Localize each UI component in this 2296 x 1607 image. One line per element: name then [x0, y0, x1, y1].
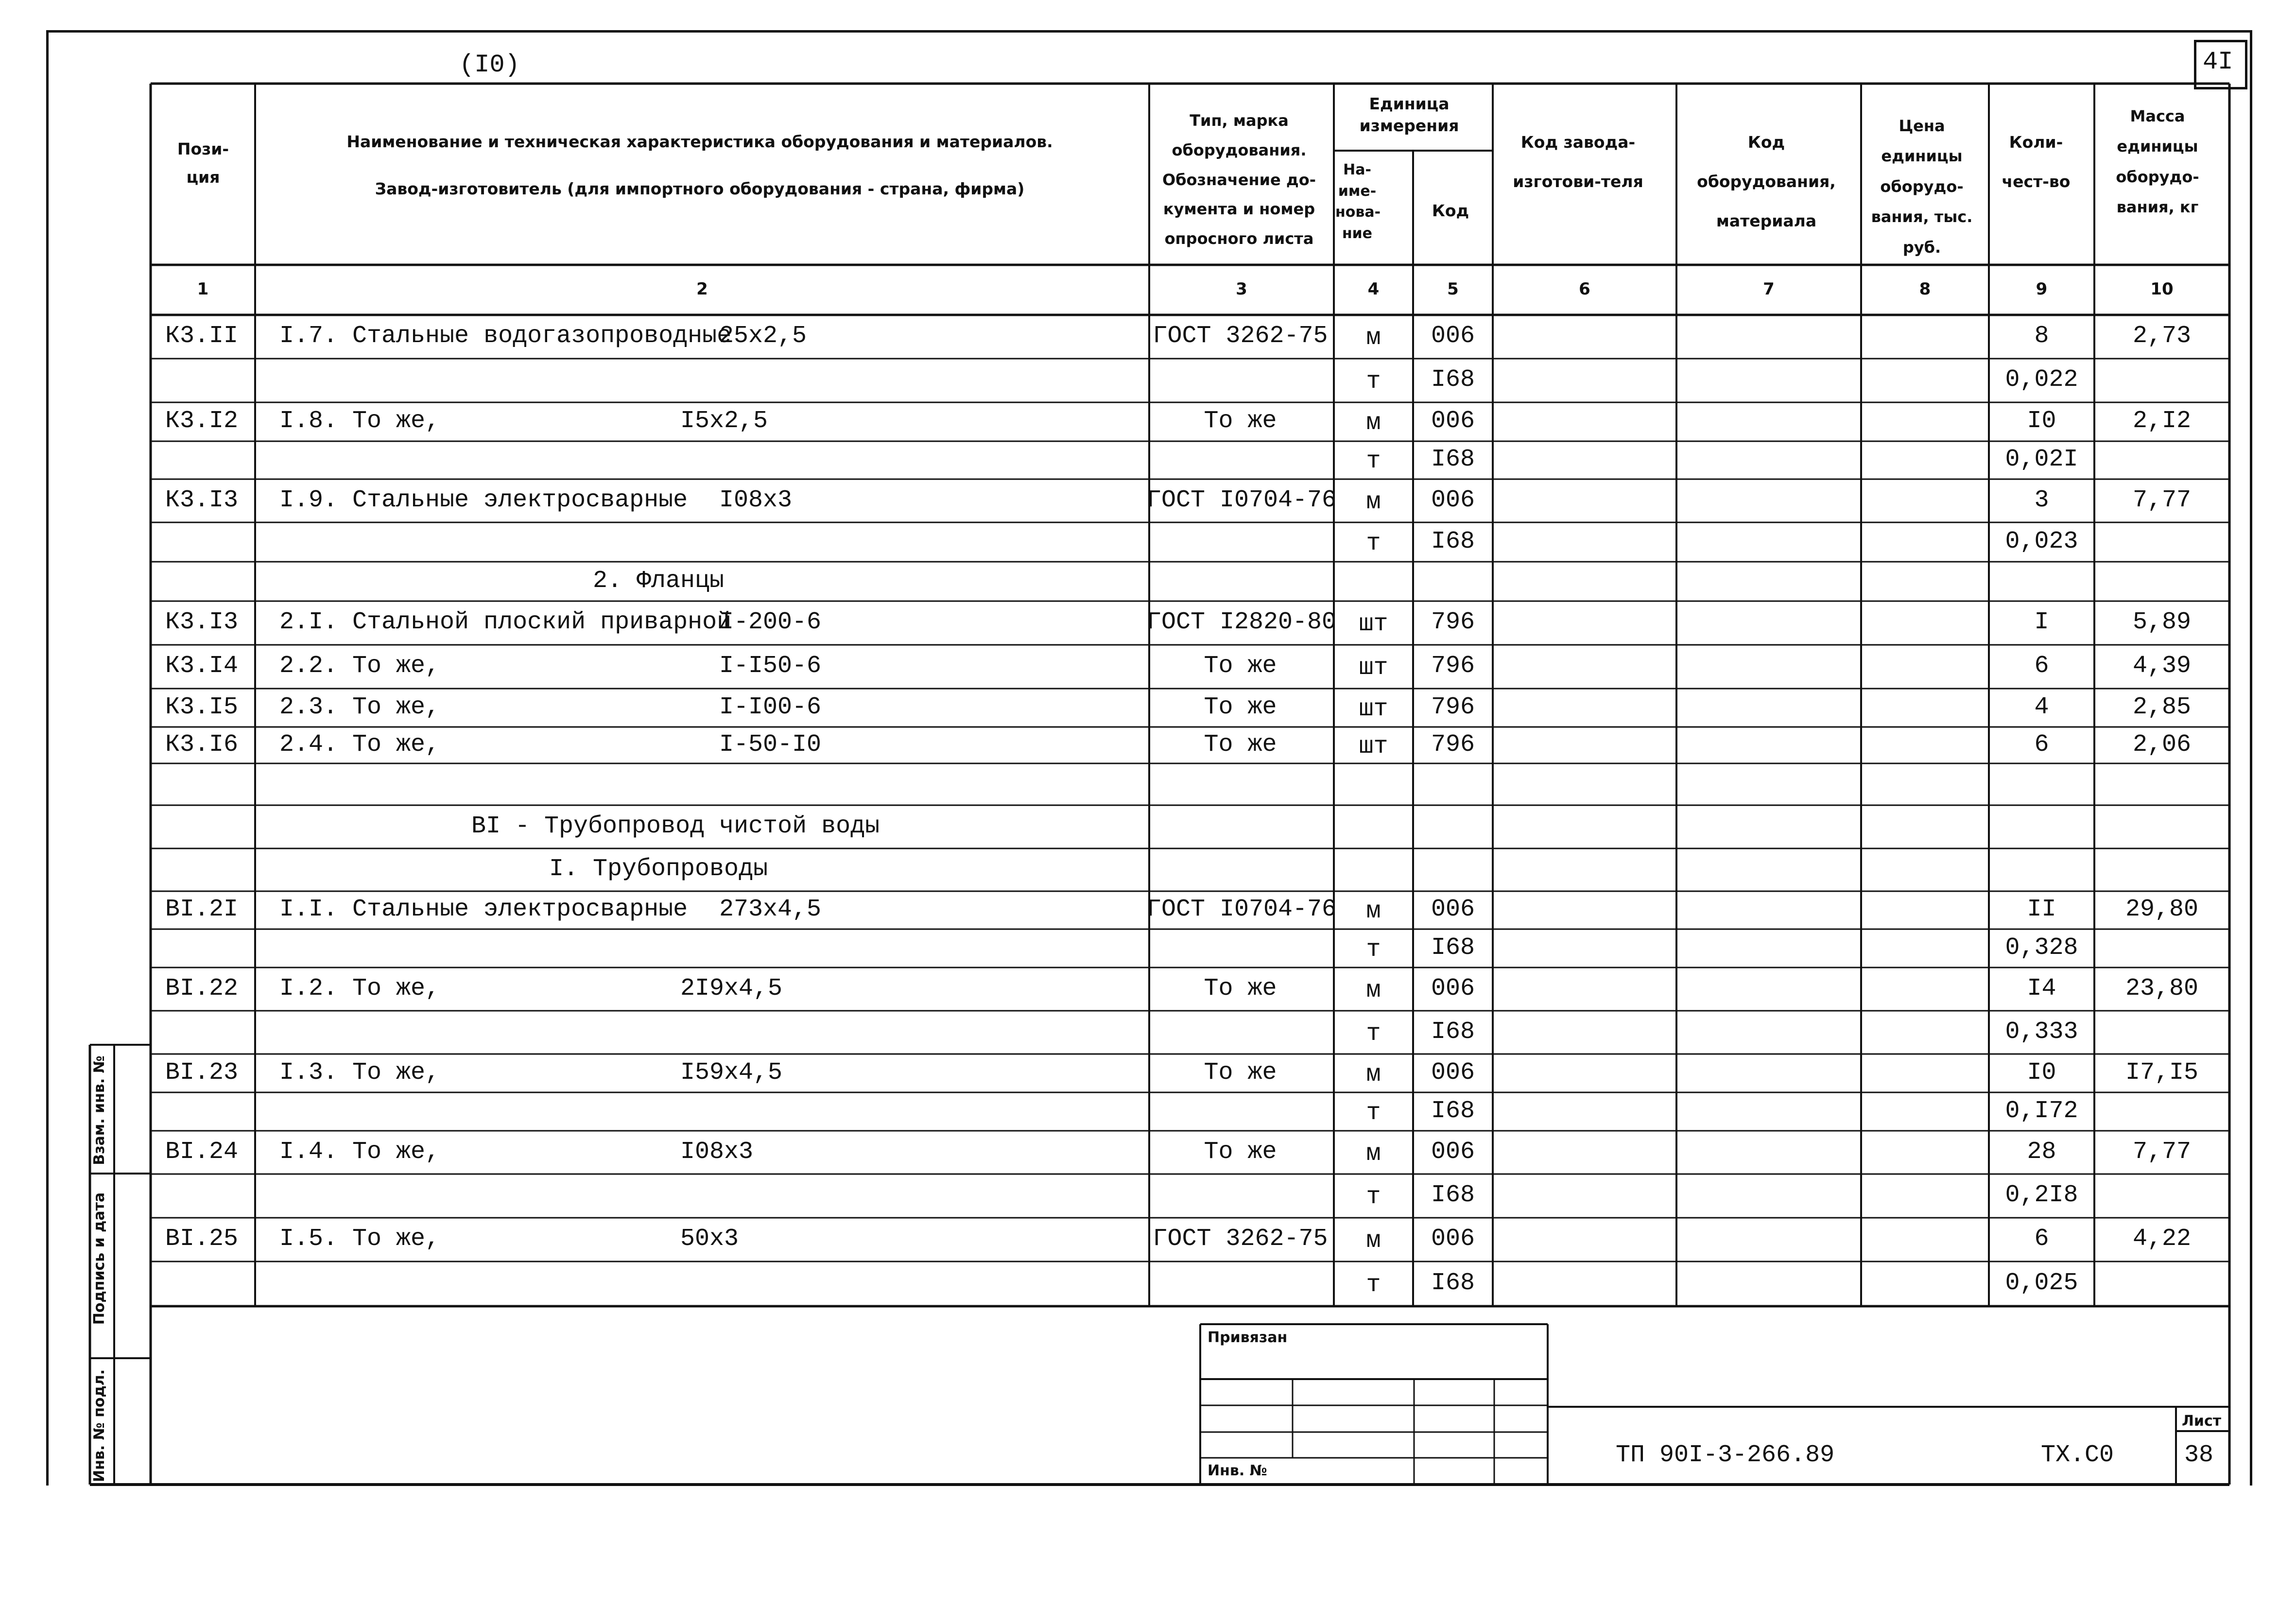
cell-quantity: I0 [2027, 1059, 2056, 1087]
cell-mass: 2,06 [2132, 731, 2192, 759]
cell-quantity: 6 [2034, 731, 2049, 759]
cell-unit: м [1366, 488, 1381, 516]
cell-unit: т [1366, 448, 1381, 475]
cell-position: BI.24 [165, 1138, 239, 1166]
cell-doc: То же [1204, 693, 1277, 721]
cell-unit: м [1366, 1061, 1381, 1089]
title-doc-code: ТП 90I-3-266.89 [1616, 1441, 1835, 1469]
cell-mass: 4,22 [2132, 1225, 2192, 1253]
cell-unit: м [1366, 409, 1381, 437]
column-number: 3 [1236, 279, 1247, 299]
cell-position: К3.I3 [165, 608, 239, 636]
cell-doc: ГОСТ 3262-75 [1153, 322, 1328, 350]
cell-size: 2I9x4,5 [680, 975, 783, 1002]
cell-doc: То же [1204, 975, 1277, 1002]
sheet-corner-number: 4I [2203, 48, 2233, 76]
header-equipment-code: Код оборудования, материала [1697, 133, 1836, 230]
cell-quantity: 0,022 [2005, 366, 2078, 394]
cell-quantity: 3 [2034, 486, 2049, 514]
cell-unit-code: 796 [1431, 731, 1475, 759]
title-doc-mark: ТХ.С0 [2041, 1441, 2114, 1469]
cell-name: 2.2. То же, [279, 652, 440, 680]
cell-quantity: 8 [2034, 322, 2049, 350]
cell-doc: ГОСТ I2820-80 [1147, 608, 1337, 636]
cell-unit: шт [1359, 610, 1388, 638]
cell-quantity: I4 [2027, 975, 2056, 1002]
cell-position: К3.I6 [165, 731, 239, 759]
cell-name: I.5. То же, [279, 1225, 440, 1253]
cell-position: К3.I3 [165, 486, 239, 514]
cell-section-title: I. Трубопроводы [549, 855, 768, 883]
title-sheet-label: Лист [2182, 1413, 2222, 1430]
cell-unit-code: I68 [1431, 446, 1475, 473]
cell-quantity: 0,333 [2005, 1018, 2078, 1046]
cell-mass: 2,85 [2132, 693, 2192, 721]
cell-quantity: II [2027, 896, 2056, 923]
side-stamp [90, 1045, 153, 1485]
cell-name: I.4. То же, [279, 1138, 440, 1166]
cell-mass: 7,77 [2132, 1138, 2192, 1166]
cell-size: I08x3 [680, 1138, 754, 1166]
title-inv-no: Инв. № [1208, 1462, 1267, 1479]
column-number: 9 [2036, 279, 2048, 299]
cell-quantity: 0,02I [2005, 446, 2078, 473]
cell-unit: т [1366, 1020, 1381, 1048]
cell-name: I.2. То же, [279, 975, 440, 1002]
side-label-vzam: Взам. инв. № [91, 1055, 108, 1165]
cell-unit: м [1366, 1140, 1381, 1168]
cell-name: I.I. Стальные электросварные [279, 896, 688, 923]
cell-unit-code: 006 [1431, 896, 1475, 923]
cell-unit: м [1366, 977, 1381, 1004]
cell-quantity: 0,328 [2005, 934, 2078, 962]
header-factory-code: Код завода-изготови-теля [1513, 133, 1643, 191]
cell-position: К3.I5 [165, 693, 239, 721]
cell-quantity: 0,2I8 [2005, 1181, 2078, 1209]
cell-mass: I7,I5 [2125, 1059, 2199, 1087]
cell-position: К3.I4 [165, 652, 239, 680]
cell-unit-code: I68 [1431, 1269, 1475, 1297]
cell-doc: ГОСТ I0704-76 [1147, 896, 1337, 923]
cell-quantity: 4 [2034, 693, 2049, 721]
cell-unit-code: I68 [1431, 528, 1475, 555]
cell-unit-code: 006 [1431, 322, 1475, 350]
cell-position: BI.25 [165, 1225, 239, 1253]
title-sheet-number: 38 [2184, 1441, 2214, 1469]
cell-size: I08x3 [719, 486, 793, 514]
cell-unit-code: I68 [1431, 1181, 1475, 1209]
cell-size: I-I50-6 [719, 652, 822, 680]
cell-unit-code: 006 [1431, 1225, 1475, 1253]
cell-name: I.9. Стальные электросварные [279, 486, 688, 514]
cell-position: К3.II [165, 322, 239, 350]
cell-mass: 29,80 [2125, 896, 2199, 923]
cell-name: 2.I. Стальной плоский приварной [279, 608, 732, 636]
cell-position: BI.23 [165, 1059, 239, 1087]
page-marker: (I0) [459, 51, 520, 79]
header-unit-code: Код [1432, 201, 1469, 220]
cell-mass: 4,39 [2132, 652, 2192, 680]
cell-unit-code: I68 [1431, 366, 1475, 394]
cell-size: I-200-6 [719, 608, 822, 636]
cell-doc: То же [1204, 407, 1277, 435]
cell-size: I59x4,5 [680, 1059, 783, 1087]
cell-position: BI.2I [165, 896, 239, 923]
cell-doc: ГОСТ 3262-75 [1153, 1225, 1328, 1253]
cell-unit-code: 006 [1431, 1138, 1475, 1166]
cell-position: К3.I2 [165, 407, 239, 435]
header-price: Цена единицы оборудо-вания, тыс. руб. [1871, 117, 1973, 257]
column-number: 5 [1447, 279, 1459, 299]
cell-quantity: 0,025 [2005, 1269, 2078, 1297]
column-number: 10 [2150, 279, 2174, 299]
cell-name: I.7. Стальные водогазопроводные [279, 322, 732, 350]
cell-mass: 23,80 [2125, 975, 2199, 1002]
cell-quantity: 6 [2034, 652, 2049, 680]
cell-name: I.8. То же, [279, 407, 440, 435]
cell-quantity: 0,I72 [2005, 1097, 2078, 1125]
column-number: 2 [696, 279, 708, 299]
cell-unit: м [1366, 1227, 1381, 1255]
side-label-podpis: Подпись и дата [91, 1192, 108, 1325]
cell-unit-code: 796 [1431, 652, 1475, 680]
cell-unit-code: 006 [1431, 407, 1475, 435]
header-quantity: Коли-чест-во [2002, 133, 2071, 191]
cell-unit-code: 796 [1431, 608, 1475, 636]
cell-section-title: 2. Фланцы [593, 567, 725, 595]
cell-section-title: BI - Трубопровод чистой воды [471, 812, 880, 840]
cell-doc: ГОСТ I0704-76 [1147, 486, 1337, 514]
cell-unit: т [1366, 1183, 1381, 1211]
column-number: 1 [197, 279, 209, 299]
cell-unit-code: 006 [1431, 975, 1475, 1002]
header-unit-group: Единица измерения [1359, 94, 1459, 135]
cell-unit-code: 006 [1431, 1059, 1475, 1087]
cell-doc: То же [1204, 731, 1277, 759]
header-position: Пози- ция [177, 139, 229, 187]
cell-quantity: 6 [2034, 1225, 2049, 1253]
column-number: 7 [1763, 279, 1775, 299]
header-name-line1: Наименование и техническая характеристика оборудования и материалов. [346, 132, 1053, 151]
cell-name: 2.3. То же, [279, 693, 440, 721]
header-name-line2: Завод-изготовитель (для импортного оборудования - страна, фирма) [375, 179, 1025, 198]
cell-mass: 2,73 [2132, 322, 2192, 350]
cell-size: 273x4,5 [719, 896, 822, 923]
cell-unit-code: I68 [1431, 934, 1475, 962]
header-unit-name: На-име-нова-ние [1335, 161, 1381, 242]
cell-mass: 5,89 [2132, 608, 2192, 636]
cell-unit: шт [1359, 695, 1388, 723]
cell-unit: т [1366, 936, 1381, 964]
cell-name: 2.4. То же, [279, 731, 440, 759]
cell-unit-code: I68 [1431, 1018, 1475, 1046]
cell-quantity: 0,023 [2005, 528, 2078, 555]
cell-unit: т [1366, 1271, 1381, 1299]
cell-doc: То же [1204, 652, 1277, 680]
cell-size: 50x3 [680, 1225, 739, 1253]
cell-unit: м [1366, 324, 1381, 352]
column-number: 6 [1579, 279, 1590, 299]
cell-unit: шт [1359, 654, 1388, 682]
cell-size: I-I00-6 [719, 693, 822, 721]
cell-mass: 7,77 [2132, 486, 2192, 514]
cell-unit-code: 006 [1431, 486, 1475, 514]
side-label-inv-podl: Инв. № подл. [91, 1369, 108, 1482]
cell-unit-code: 796 [1431, 693, 1475, 721]
cell-name: I.3. То же, [279, 1059, 440, 1087]
column-number: 4 [1367, 279, 1380, 299]
cell-unit: м [1366, 898, 1381, 925]
cell-size: I-50-I0 [719, 731, 822, 759]
cell-position: BI.22 [165, 975, 239, 1002]
header-mass: Масса единицы оборудо-вания, кг [2116, 107, 2199, 217]
column-number: 8 [1919, 279, 1931, 299]
cell-unit: т [1366, 530, 1381, 557]
cell-unit: т [1366, 368, 1381, 396]
header-type: Тип, марка оборудования. Обозначение до-кумента и номер опросного листа [1162, 111, 1316, 248]
cell-size: 25x2,5 [719, 322, 807, 350]
cell-quantity: I0 [2027, 407, 2056, 435]
cell-quantity: 28 [2027, 1138, 2056, 1166]
cell-unit-code: I68 [1431, 1097, 1475, 1125]
cell-size: I5x2,5 [680, 407, 768, 435]
cell-mass: 2,I2 [2132, 407, 2192, 435]
cell-unit: шт [1359, 733, 1388, 760]
cell-doc: То же [1204, 1138, 1277, 1166]
cell-doc: То же [1204, 1059, 1277, 1087]
cell-unit: т [1366, 1099, 1381, 1127]
title-privyazan: Привязан [1208, 1329, 1288, 1346]
cell-quantity: I [2034, 608, 2049, 636]
